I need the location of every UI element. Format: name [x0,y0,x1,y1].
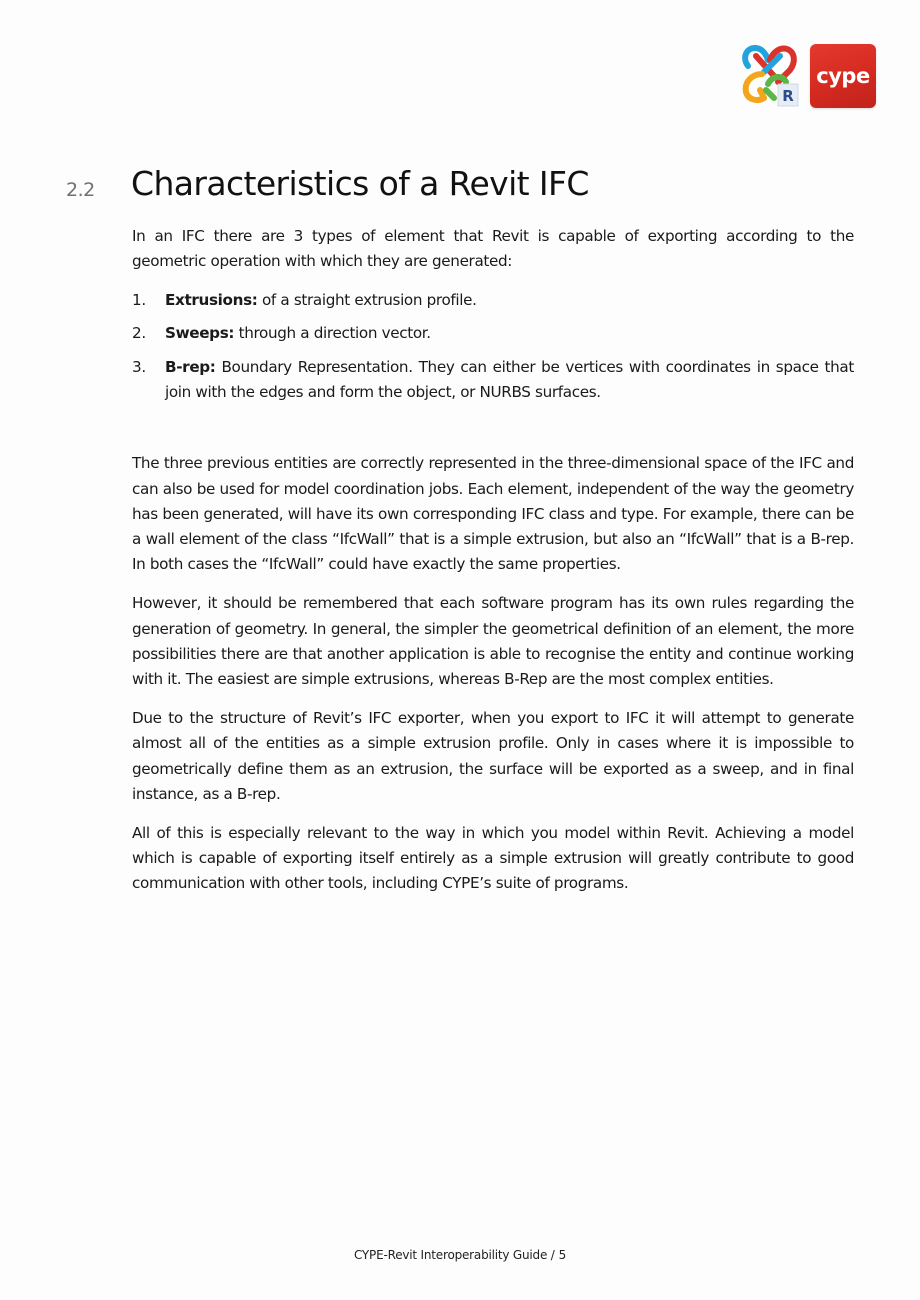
list-term: B-rep: [165,357,216,376]
body-paragraph: However, it should be remembered that each software program has its own rules regarding the generation of geometry. In general, the simpler the geometrical definition of an element, the more possibilities there are that another application is able to recognise the entity and continue working with it. The easiest are simple extrusions, whereas B-Rep are the most complex entities. [132,594,854,689]
list-text: through a direction vector. [234,324,431,343]
section-number: 2.2 [66,179,95,201]
list-term: Sweeps: [165,324,235,343]
body-paragraph: All of this is especially relevant to the way in which you model within Revit. Achieving a model which is capable of exporting itself entirely as a simple extrusion will greatly contribute to good communication with other tools, including CYPE’s suite of programs. [132,823,854,893]
list-number: 1. [132,291,146,310]
body-paragraph: Due to the structure of Revit’s IFC exporter, when you export to IFC it will attempt to generate almost all of the entities as a simple extrusion profile. Only in cases where it is impossible to geometrically define them as an extrusion, the surface will be exported as a sweep, and in final instance, as a B-rep. [132,708,854,803]
linked-rings-icon [740,44,800,108]
document-body [132,224,854,910]
header-logos [740,44,876,108]
list-term: Extrusions: [165,291,258,310]
spacer [132,418,854,451]
body-paragraph: The three previous entities are correctly represented in the three-dimensional space of the IFC and can also be used for model coordination jobs. Each element, independent of the way the geometry has been generated, will have its own corresponding IFC class and type. For example, there can be a wall element of the class “IfcWall” that is a simple extrusion, but also an “IfcWall” that is a B-rep. In both cases the “IfcWall” could have exactly the same properties. [132,454,854,574]
page-footer [0,1248,920,1262]
footer-guide-title: CYPE-Revit Interoperability Guide / [353,1248,555,1262]
page-number: 5 [558,1248,567,1262]
cype-logo [810,44,876,108]
svg-text:R: R [782,87,794,105]
list-number: 2. [132,324,146,343]
intro-paragraph: In an IFC there are 3 types of element that Revit is capable of exporting according to the geometric operation with which they are generated: [132,227,854,271]
list-item [132,355,854,406]
element-types-list [132,288,854,405]
interoperability-logo [740,44,800,108]
list-item [132,321,854,346]
list-item [132,288,854,313]
section-title: Characteristics of a Revit IFC [131,164,589,203]
list-text: Boundary Representation. They can either be vertices with coordinates in space that join with the edges and form the object, or NURBS surfaces. [165,357,854,401]
list-text: of a straight extrusion profile. [257,291,477,310]
cype-logo-text: cype [816,64,870,88]
list-number: 3. [132,357,146,376]
